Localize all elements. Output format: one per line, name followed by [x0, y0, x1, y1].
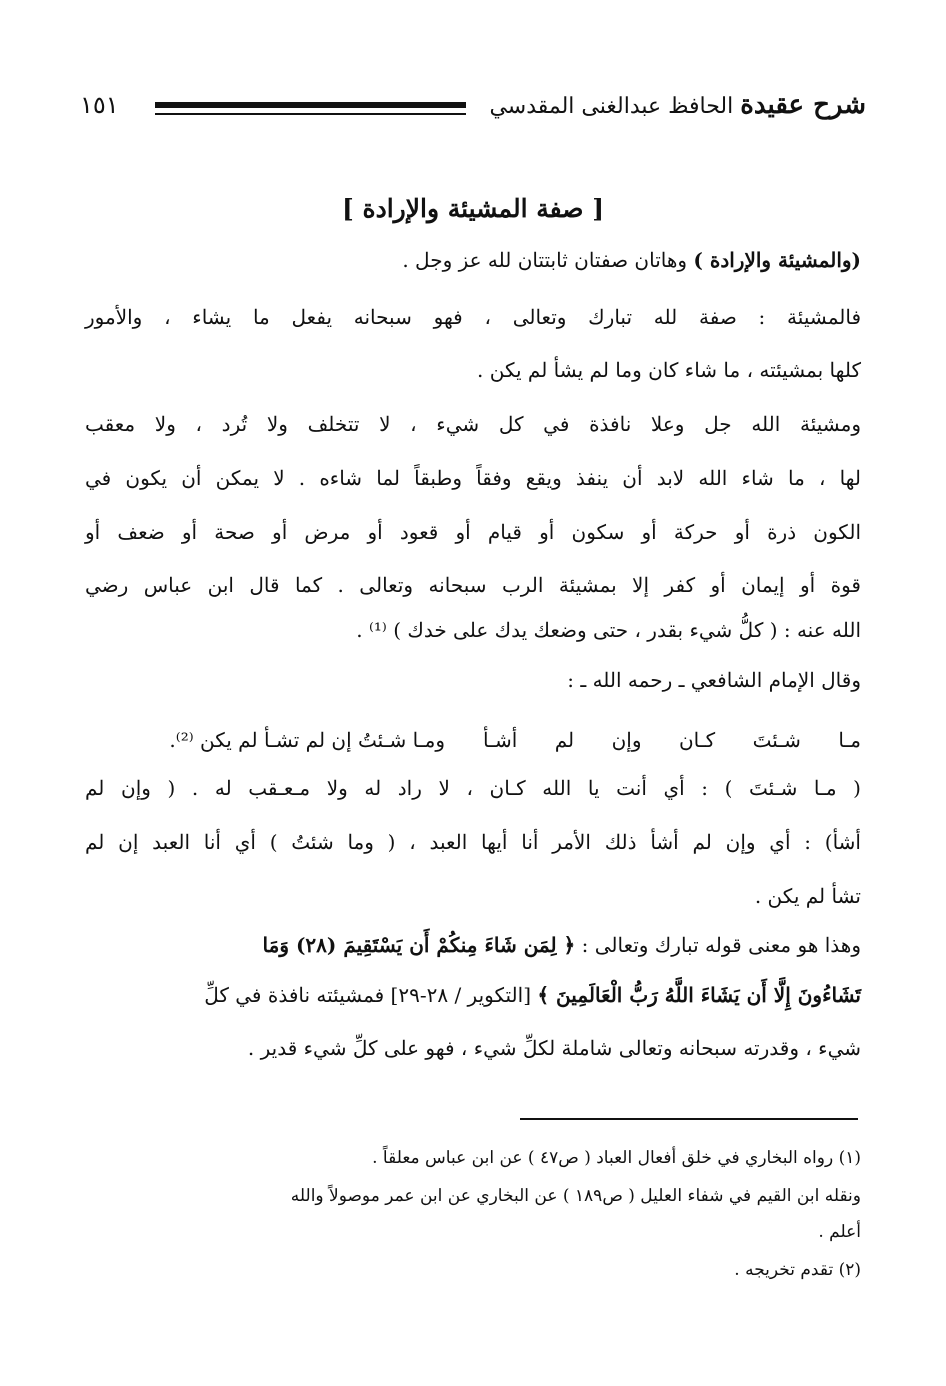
footnote-separator — [520, 1118, 858, 1120]
quran-ayah: ﴿ لِمَن شَاءَ مِنكُمْ أَن يَسْتَقِيمَ (٢٨) وَمَا — [262, 933, 576, 957]
header-rule-thick — [155, 102, 466, 108]
body-line-15: شيء ، وقدرته سبحانه وتعالى شاملة لكلِّ شيء ، فهو على كلِّ شيء قدير . — [247, 1036, 861, 1060]
footnote-1: (١) رواه البخاري في خلق أفعال العباد ( ص٤٧ ) عن ابن عباس معلقاً . — [372, 1148, 861, 1168]
header-title-bold: شرح عقيدة — [740, 90, 866, 120]
verse-first-hemistich: مـا شـئتَ كـان وإن لم أشـأ — [483, 728, 861, 752]
verse-second-hemistich: ومـا شـئتُ إن لم تشـأ لم يكن ⁽²⁾. — [169, 728, 445, 752]
header-rule-thin — [155, 113, 466, 115]
header-title-rest: الحافظ عبدالغنى المقدسي — [489, 94, 734, 119]
poetry-verse — [85, 720, 861, 760]
body-line-1 — [85, 240, 861, 280]
body-line-7: قوة أو إيمان أو كفر إلا بمشيئة الرب سبحانه وتعالى . كما قال ابن عباس رضي — [85, 573, 861, 597]
body-text: وهذا هو معنى قوله تبارك وتعالى : — [581, 933, 861, 957]
body-line-3: كلها بمشيئته ، ما شاء كان وما لم يشأ لم يكن . — [477, 358, 861, 382]
bold-term: (والمشيئة والإرادة ) — [693, 248, 861, 272]
footnote-2: (٢) تقدم تخريجه . — [734, 1260, 861, 1280]
body-line-9: وقال الإمام الشافعي ـ رحمه الله ـ : — [567, 668, 861, 692]
footnote-1-continued: ونقله ابن القيم في شفاء العليل ( ص١٨٩ ) عن البخاري عن ابن عمر موصولاً والله — [290, 1186, 861, 1206]
body-line-13 — [85, 925, 861, 965]
quran-ayah: تَشَاءُونَ إِلَّا أَن يَشَاءَ اللَّهُ رَبُّ الْعَالَمِينَ ﴾ — [537, 983, 861, 1007]
footnote-1-end: أعلم . — [818, 1222, 861, 1242]
body-text: [التكوير / ٢٨-٢٩] فمشيئته نافذة في كلِّ — [204, 983, 532, 1007]
body-line-8: الله عنه : ( كلُّ شيء بقدر ، حتى وضعك يدك على خدك ) ⁽¹⁾ . — [356, 618, 861, 642]
page-number: ١٥١ — [80, 91, 119, 119]
body-line-14 — [85, 975, 861, 1015]
body-line-6: الكون ذرة أو حركة أو سكون أو قيام أو قعود أو مرض أو صحة أو ضعف أو — [85, 520, 861, 544]
body-line-12: تشأ لم يكن . — [754, 884, 861, 908]
running-header — [466, 80, 866, 130]
body-line-2: فالمشيئة : صفة لله تبارك وتعالى ، فهو سبحانه يفعل ما يشاء ، والأمور — [85, 305, 861, 329]
body-line-4: ومشيئة الله جل وعلا نافذة في كل شيء ، لا تتخلف ولا تُرد ، ولا معقب — [85, 412, 861, 436]
body-line-11: أشأ) : أي وإن لم أشأ ذلك الأمر أنا أيها العبد ، ( وما شئتُ ) أي أنا العبد إن لم — [85, 830, 861, 854]
section-heading: [ صفة المشيئة والإرادة ] — [341, 194, 605, 223]
body-text: وهاتان صفتان ثابتتان لله عز وجل . — [402, 248, 688, 272]
body-line-10: ( مـا شـئتَ ) : أي أنت يا الله كـان ، لا راد له ولا مـعـقب له . ( وإن لم — [85, 776, 861, 800]
body-line-5: لها ، ما شاء الله لابد أن ينفذ ويقع وفقاً وطبقاً لما شاءه . لا يمكن أن يكون في — [85, 466, 861, 490]
